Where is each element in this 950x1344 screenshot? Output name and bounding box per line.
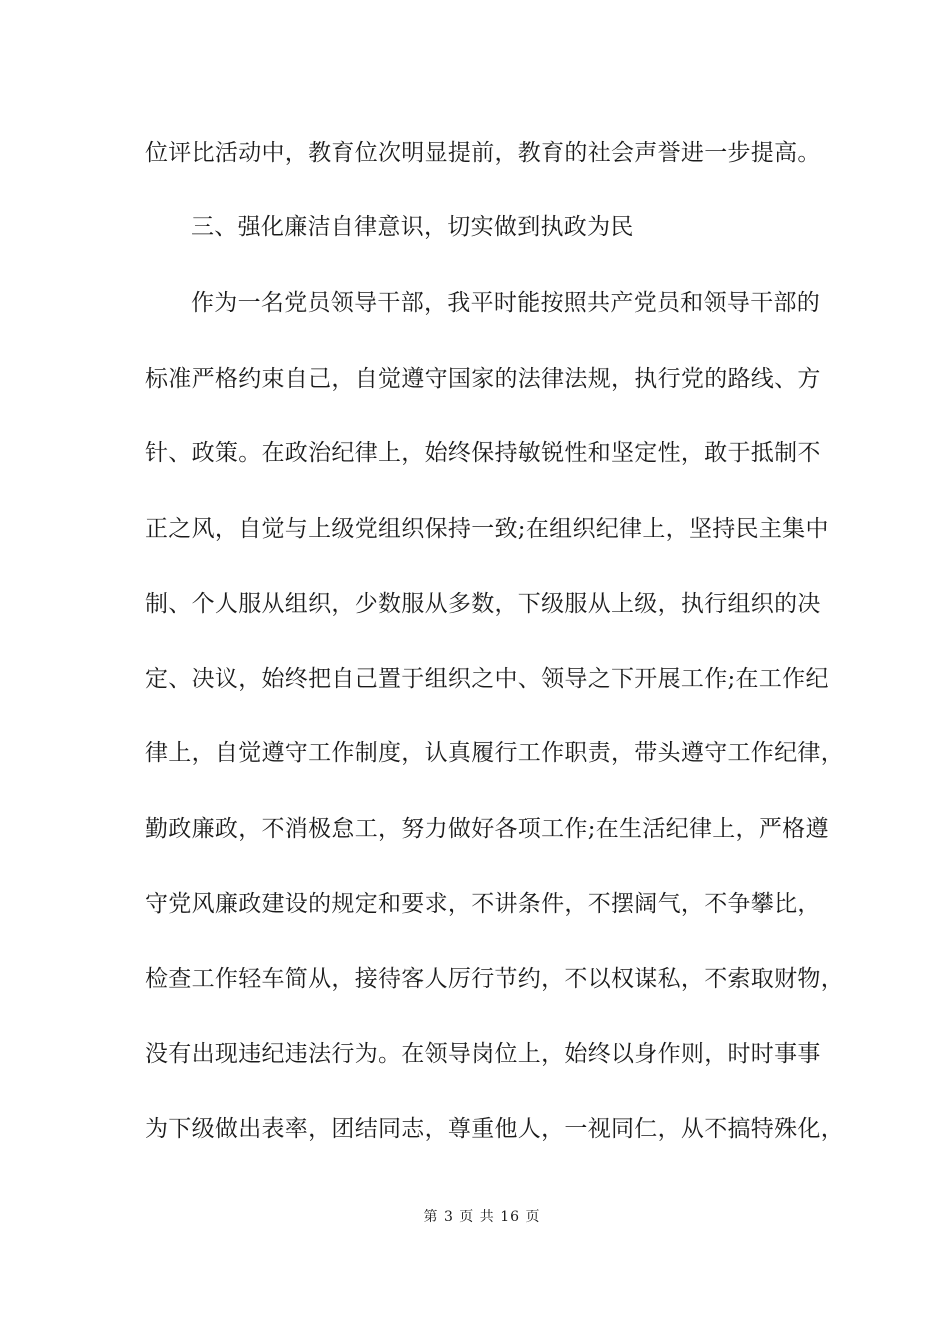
- text-line-4: 标准严格约束自己，自觉遵守国家的法律法规，执行党的路线、方: [145, 366, 821, 392]
- text-line-13: 没有出现违纪违法行为。在领导岗位上，始终以身作则，时时事事: [145, 1041, 821, 1067]
- text-line-7: 制、个人服从组织，少数服从多数，下级服从上级，执行组织的决: [145, 591, 821, 617]
- text-line-11: 守党风廉政建设的规定和要求，不讲条件，不摆阔气，不争攀比，: [145, 891, 821, 917]
- page-number-footer: 第 3 页 共 16 页: [423, 1209, 541, 1225]
- text-line-8: 定、决议，始终把自己置于组织之中、领导之下开展工作;在工作纪: [145, 666, 829, 692]
- section-heading: 三、强化廉洁自律意识，切实做到执政为民: [191, 214, 634, 240]
- text-line-5: 针、政策。在政治纪律上，始终保持敏锐性和坚定性，敢于抵制不: [145, 440, 821, 466]
- text-line-6: 正之风，自觉与上级党组织保持一致;在组织纪律上，坚持民主集中: [145, 516, 829, 542]
- text-line-10: 勤政廉政，不消极怠工，努力做好各项工作;在生活纪律上，严格遵: [145, 816, 829, 842]
- text-line-12: 检查工作轻车简从，接待客人厉行节约，不以权谋私，不索取财物，: [145, 966, 844, 992]
- text-line-9: 律上，自觉遵守工作制度，认真履行工作职责，带头遵守工作纪律，: [145, 740, 844, 766]
- text-line-3: 作为一名党员领导干部，我平时能按照共产党员和领导干部的: [191, 290, 821, 316]
- text-line-1: 位评比活动中，教育位次明显提前，教育的社会声誉进一步提高。: [145, 140, 821, 166]
- text-line-14: 为下级做出表率，团结同志，尊重他人，一视同仁，从不搞特殊化，: [145, 1116, 844, 1142]
